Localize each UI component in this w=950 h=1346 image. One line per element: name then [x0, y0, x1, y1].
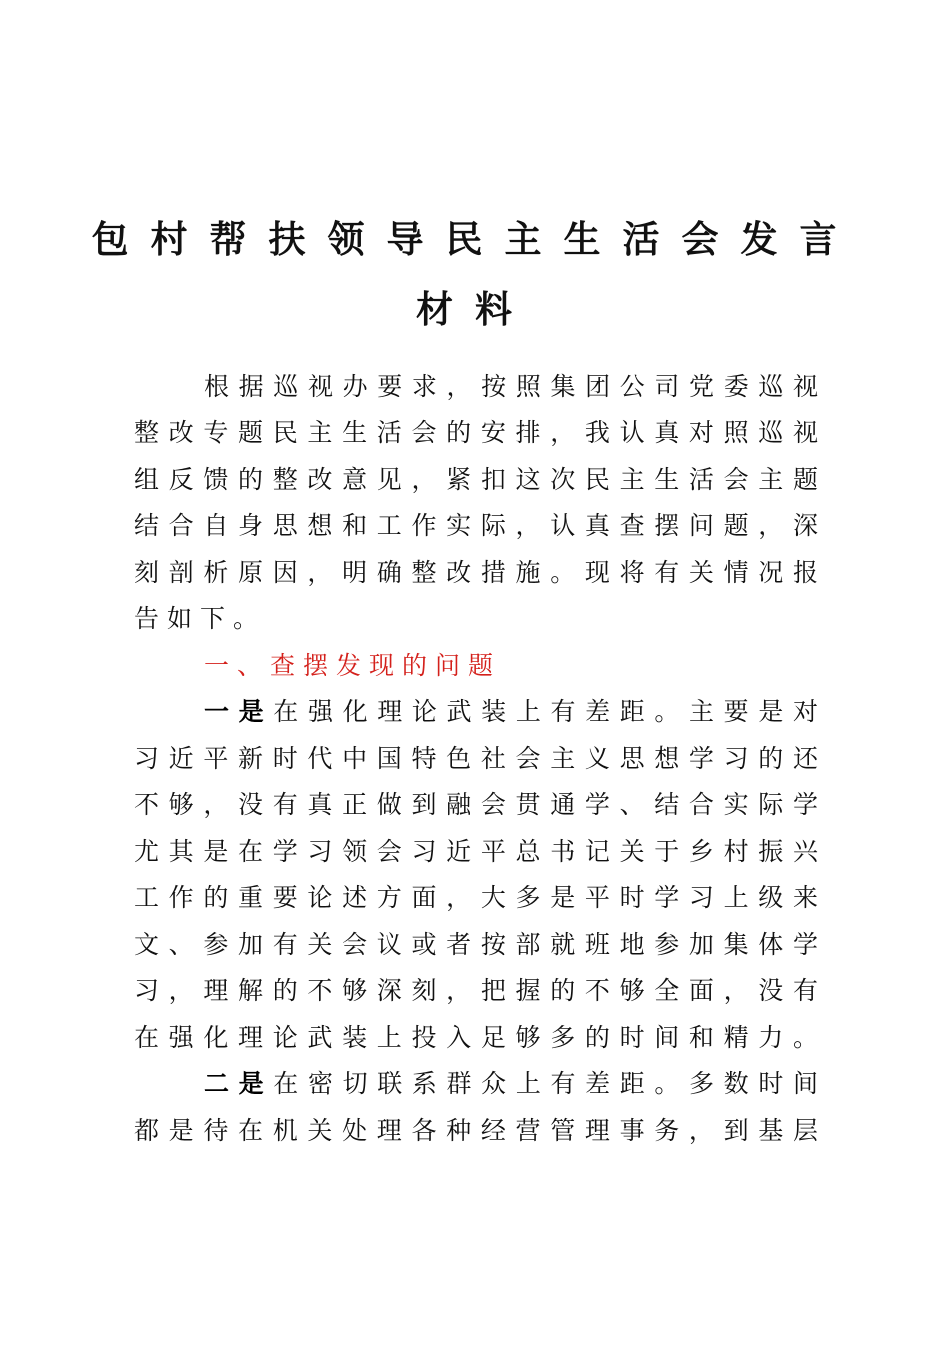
item-1-line: 在强化理论武装上投入足够多的时间和精力。 [134, 1023, 818, 1052]
item-2-first-line [204, 1061, 818, 1107]
intro-line: 根据巡视办要求，按照集团公司党委巡视 [204, 372, 818, 401]
item-1-lead: 一是 [204, 697, 274, 726]
item-2-lead: 二是 [204, 1069, 274, 1098]
item-2-line: 都是待在机关处理各种经营管理事务，到基层 [134, 1116, 818, 1145]
item-1-first-line [204, 689, 818, 735]
item-1-line: 文、参加有关会议或者按部就班地参加集体学 [134, 930, 818, 959]
item-1-line: 工作的重要论述方面，大多是平时学习上级来 [134, 883, 818, 912]
item-1-line: 尤其是在学习领会习近平总书记关于乡村振兴 [134, 837, 818, 866]
item-1-line: 习近平新时代中国特色社会主义思想学习的还 [134, 744, 818, 773]
item-1-line: 不够，没有真正做到融会贯通学、结合实际学 [134, 790, 818, 819]
item-1-line: 习，理解的不够深刻，把握的不够全面，没有 [134, 976, 818, 1005]
item-1-first-line-text: 在强化理论武装上有差距。主要是对 [273, 697, 818, 726]
intro-line: 整改专题民主生活会的安排，我认真对照巡视 [134, 418, 818, 447]
document-title-line-2: 材料 [416, 288, 534, 331]
intro-line: 结合自身思想和工作实际，认真查摆问题，深 [134, 511, 818, 540]
item-2-first-line-text: 在密切联系群众上有差距。多数时间 [273, 1069, 818, 1098]
section-heading: 一、查摆发现的问题 [204, 651, 502, 680]
document-title-line-1: 包村帮扶领导民主生活会发言 [91, 218, 859, 261]
intro-line: 组反馈的整改意见，紧扣这次民主生活会主题 [134, 465, 818, 494]
intro-line: 刻剖析原因，明确整改措施。现将有关情况报 [134, 558, 818, 587]
intro-line: 告如下。 [134, 604, 267, 633]
